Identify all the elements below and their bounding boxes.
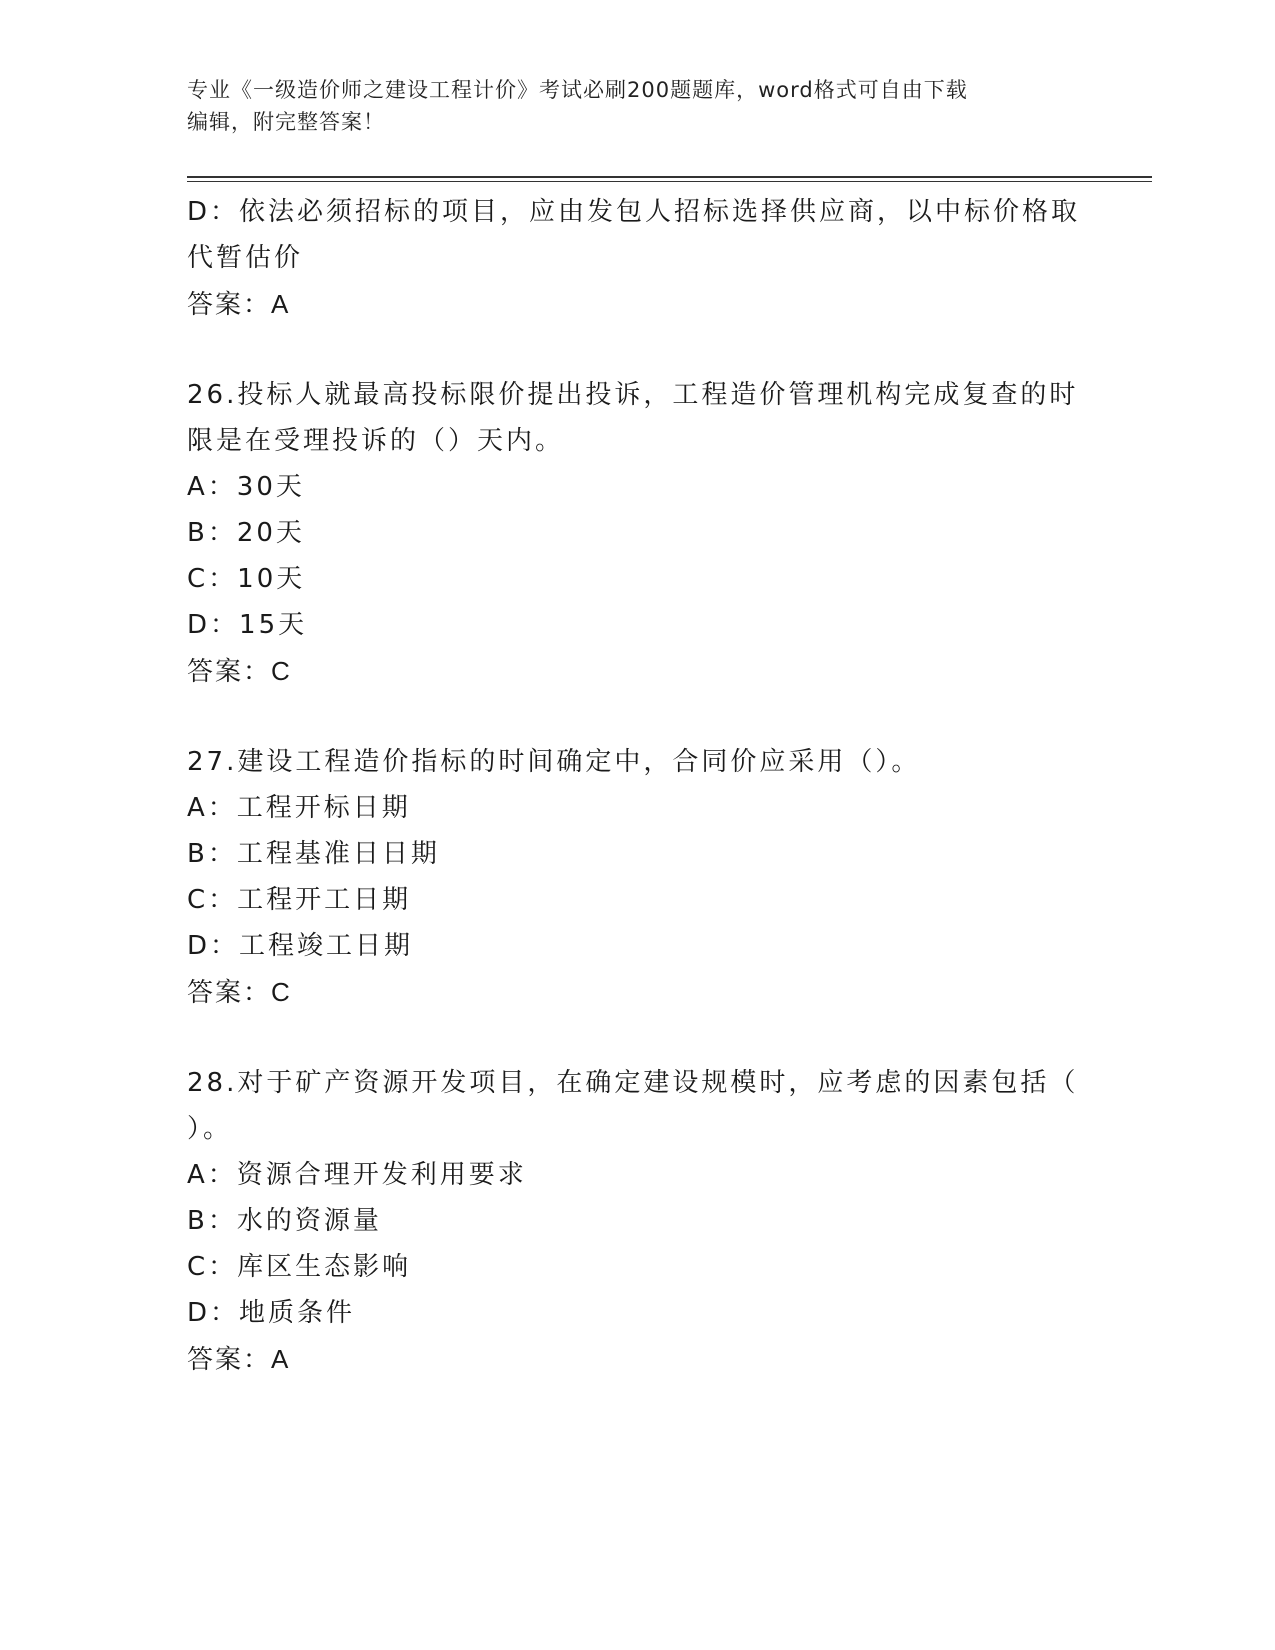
question-26 <box>187 372 1079 694</box>
header-rule-thin <box>187 181 1152 182</box>
answer-line: 答案：A <box>187 289 291 319</box>
answer-line: 答案：C <box>187 977 292 1007</box>
option-a: A：30天 <box>187 472 305 502</box>
option-b: B：20天 <box>187 518 305 548</box>
header-rule-thick <box>187 176 1152 178</box>
spacer <box>187 1015 1067 1060</box>
question-stem-line-1: 26.投标人就最高投标限价提出投诉，工程造价管理机构完成复查的时 <box>187 380 1079 410</box>
option-a: A：工程开标日期 <box>187 793 411 823</box>
option-d: D：地质条件 <box>187 1298 356 1328</box>
option-d-line-1: D：依法必须招标的项目，应由发包人招标选择供应商，以中标价格取 <box>187 197 1081 227</box>
spacer <box>187 327 1067 372</box>
question-stem-line-2: ）。 <box>187 1114 233 1144</box>
page-header <box>187 74 1067 138</box>
answer-line: 答案：A <box>187 1344 291 1374</box>
header-line-2: 编辑，附完整答案！ <box>187 110 385 134</box>
option-d-line-2: 代暂估价 <box>187 243 304 273</box>
question-stem-line-1: 28.对于矿产资源开发项目，在确定建设规模时，应考虑的因素包括（ <box>187 1068 1079 1098</box>
option-d: D：15天 <box>187 610 308 640</box>
question-stem-line-2: 限是在受理投诉的（）天内。 <box>187 426 565 456</box>
option-d: D：工程竣工日期 <box>187 931 414 961</box>
answer-line: 答案：C <box>187 656 292 686</box>
question-28 <box>187 1060 1079 1382</box>
option-c: C：工程开工日期 <box>187 885 412 915</box>
question-stem-line-1: 27.建设工程造价指标的时间确定中，合同价应采用（）。 <box>187 747 921 777</box>
question-27 <box>187 739 1067 1015</box>
option-c: C：10天 <box>187 564 306 594</box>
header-line-1: 专业《一级造价师之建设工程计价》考试必刷200题题库，word格式可自由下载 <box>187 78 968 102</box>
previous-question-tail <box>187 189 1081 327</box>
option-b: B：工程基准日日期 <box>187 839 440 869</box>
option-b: B：水的资源量 <box>187 1206 382 1236</box>
option-c: C：库区生态影响 <box>187 1252 412 1282</box>
option-a: A：资源合理开发利用要求 <box>187 1160 527 1190</box>
spacer <box>187 694 1067 739</box>
question-content <box>187 189 1081 1382</box>
